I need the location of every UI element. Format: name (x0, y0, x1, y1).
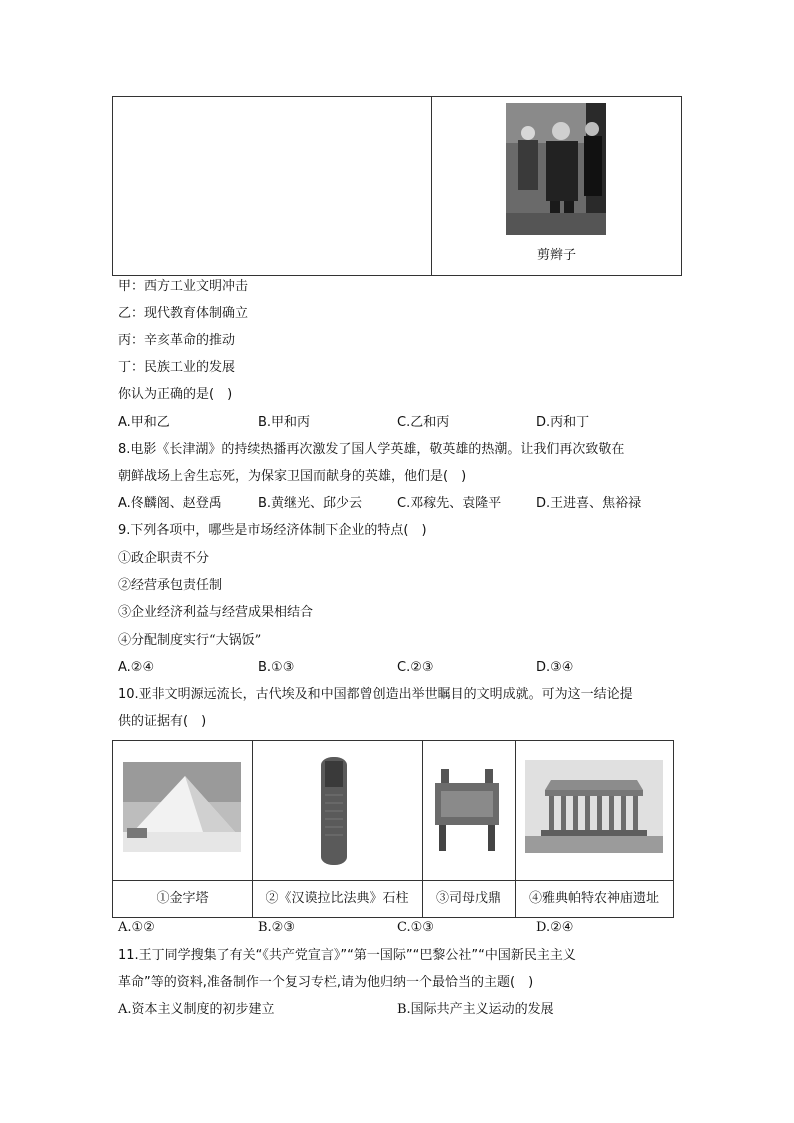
caption-ding: ③司母戊鼎 (435, 891, 501, 906)
q8-stem-line2: 朝鲜战场上舍生忘死，为保家卫国而献身的英雄，他们是( ) (118, 469, 467, 484)
q10-stem-line2: 供的证据有( ) (118, 714, 207, 729)
top-table (112, 96, 682, 276)
q11-stem-line2: 革命”等的资料,准备制作一个复习专栏,请为他归纳一个最恰当的主题( ) (118, 975, 534, 990)
caption-stele: ②《汉谟拉比法典》石柱 (265, 891, 409, 906)
q9-stem: 9.下列各项中，哪些是市场经济体制下企业的特点( ) (118, 523, 427, 538)
q9-option-a[interactable]: A.②④ (118, 660, 155, 675)
q8-option-b[interactable]: B.黄继光、邱少云 (258, 496, 363, 511)
q9-option-d[interactable]: D.③④ (536, 660, 574, 675)
simuwu-ding-image (431, 769, 503, 851)
q9-option-c[interactable]: C.②③ (397, 660, 434, 675)
q7-item-3: 丙：辛亥革命的推动 (118, 333, 236, 348)
q10-stem-line1: 10.亚非文明源远流长，古代埃及和中国都曾创造出举世瞩目的文明成就。可为这一结论提 (118, 687, 633, 702)
q10-option-c[interactable]: C.①③ (397, 920, 434, 935)
q8-option-d[interactable]: D.王进喜、焦裕禄 (536, 496, 642, 511)
q7-option-b[interactable]: B.甲和丙 (258, 415, 311, 430)
q9-item-2: ②经营承包责任制 (118, 578, 223, 593)
evidence-image-table (112, 740, 674, 918)
queue-cutting-photo (506, 103, 606, 235)
q11-option-a[interactable]: A.资本主义制度的初步建立 (118, 1002, 275, 1017)
q7-item-4: 丁：民族工业的发展 (118, 360, 236, 375)
q7-option-a[interactable]: A.甲和乙 (118, 415, 170, 430)
q7-item-1: 甲：西方工业文明冲击 (118, 279, 249, 294)
q9-item-4: ④分配制度实行“大锅饭” (118, 633, 262, 648)
photo-caption: 剪辫子 (536, 248, 576, 263)
caption-pyramid: ①金字塔 (156, 891, 209, 906)
q11-option-b[interactable]: B.国际共产主义运动的发展 (397, 1002, 554, 1017)
q7-option-c[interactable]: C.乙和丙 (397, 415, 450, 430)
q11-stem-line1: 11.王丁同学搜集了有关“《共产党宣言》”“第一国际”“巴黎公社”“中国新民主主义 (118, 948, 576, 963)
caption-parthenon: ④雅典帕特农神庙遗址 (528, 891, 659, 906)
q8-stem-line1: 8.电影《长津湖》的持续热播再次激发了国人学英雄，敬英雄的热潮。让我们再次致敬在 (118, 442, 625, 457)
q8-option-a[interactable]: A.佟麟阁、赵登禹 (118, 496, 222, 511)
parthenon-image (525, 760, 663, 853)
hammurabi-stele-image (319, 751, 349, 865)
q10-option-d[interactable]: D.②④ (536, 920, 574, 935)
q7-option-d[interactable]: D.丙和丁 (536, 415, 590, 430)
q8-option-c[interactable]: C.邓稼先、袁隆平 (397, 496, 502, 511)
pyramid-image (123, 762, 241, 852)
q10-option-a[interactable]: A.①② (118, 920, 155, 935)
q9-option-b[interactable]: B.①③ (258, 660, 295, 675)
q9-item-3: ③企业经济利益与经营成果相结合 (118, 605, 314, 620)
q7-item-2: 乙：现代教育体制确立 (118, 306, 249, 321)
table-divider (113, 880, 673, 881)
q10-option-b[interactable]: B.②③ (258, 920, 295, 935)
q7-prompt: 你认为正确的是( ) (118, 387, 233, 402)
q9-item-1: ①政企职责不分 (118, 551, 210, 566)
